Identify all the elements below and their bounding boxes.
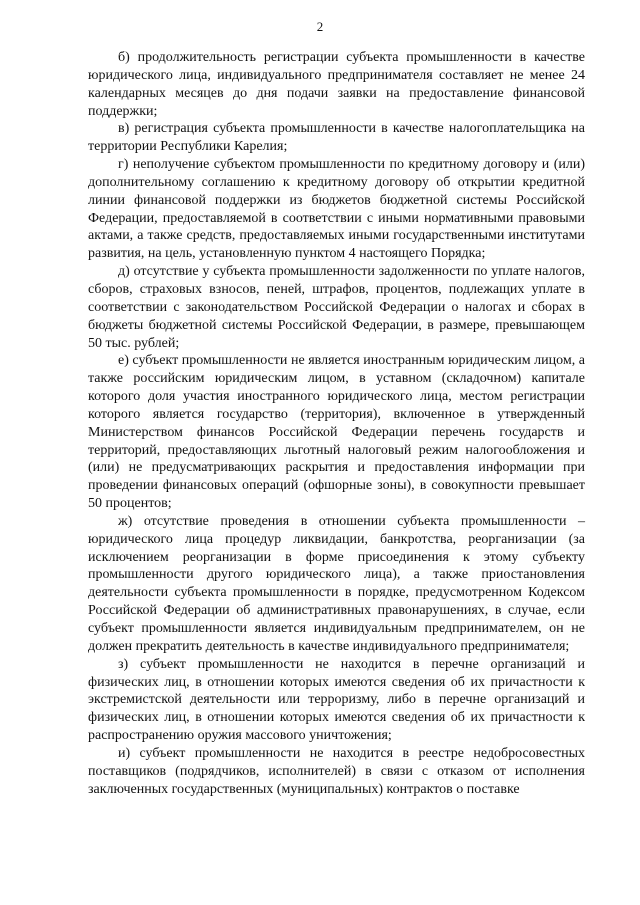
- paragraph-g: г) неполучение субъектом промышленности по кредитному договору и (или) дополнительному соглашению к кредитному договору об открытии кредитной линии финансовой поддержки из бюджетов бюджетной системы Российской Федерации, предоставляемой в соответствии с иными нормативными правовыми актами, а также средств, предоставляемых иными государственными институтами развития, на цель, установленную пунктом 4 настоящего Порядка;: [88, 157, 585, 262]
- paragraph-i: и) субъект промышленности не находится в реестре недобросовестных поставщиков (подрядчиков, исполнителей) в связи с отказом от исполнения заключенных государственных (муниципальных) контрактов о поставке: [88, 745, 585, 797]
- paragraph-b: б) продолжительность регистрации субъекта промышленности в качестве юридического лица, индивидуального предпринимателя составляет не менее 24 календарных месяцев до дня подачи заявки на предоставление финансовой поддержки;: [88, 50, 585, 119]
- paragraph-v: в) регистрация субъекта промышленности в качестве налогоплательщика на территории Республики Карелия;: [88, 121, 585, 155]
- paragraph-e: е) субъект промышленности не является иностранным юридическим лицом, а также российским юридическим лицом, в уставном (складочном) капитале которого доля участия иностранного юридического лица, местом регистрации которого является государство (территория), включенное в утвержденный Министерством финансов Российской Федерации перечень государств и территорий, предоставляющих льготный налоговый режим налогообложения и (или) не предусматривающих раскрытия и предоставления информации при проведении финансовых операций (офшорные зоны), в совокупности превышает 50 процентов;: [88, 353, 585, 512]
- paragraph-zh: ж) отсутствие проведения в отношении субъекта промышленности – юридического лица процедур ликвидации, банкротства, реорганизации (за исключением реорганизации в форме присоединения к этому субъекту промышленности другого юридического лица), а также приостановления деятельности субъекта промышленности в порядке, предусмотренном Кодексом Российской Федерации об административных правонарушениях, в случае, если субъект промышленности является индивидуальным предпринимателем, он не должен прекратить деятельность в качестве индивидуального предпринимателя;: [88, 513, 585, 654]
- paragraph-d: д) отсутствие у субъекта промышленности задолженности по уплате налогов, сборов, страховых взносов, пеней, штрафов, процентов, подлежащих уплате в соответствии с законодательством Российской Федерации о налогах и сборах в бюджеты бюджетной системы Российской Федерации, в размере, превышающем 50 тыс. рублей;: [88, 264, 585, 351]
- paragraph-z: з) субъект промышленности не находится в перечне организаций и физических лиц, в отношении которых имеются сведения об их причастности к экстремистской деятельности или терроризму, либо в перечне организаций и физических лиц, в отношении которых имеются сведения об их причастности к распространению оружия массового уничтожения;: [88, 656, 585, 744]
- document-body: [88, 49, 585, 798]
- page-number: 2: [316, 19, 324, 34]
